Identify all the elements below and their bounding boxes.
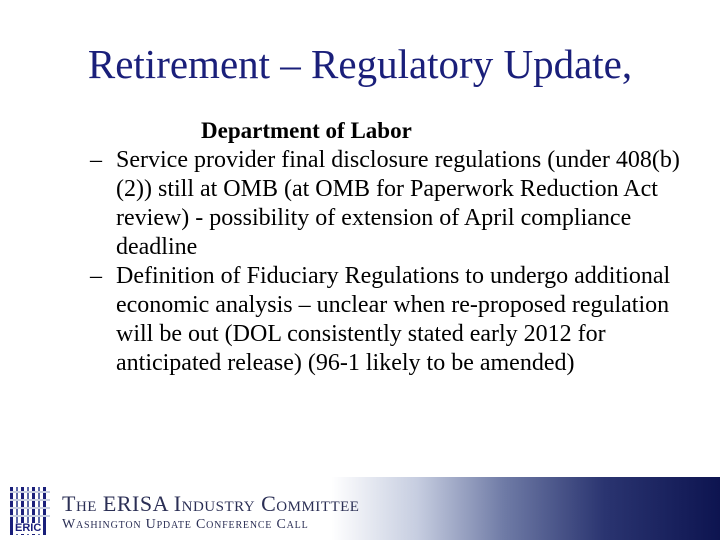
bullet-text: Definition of Fiduciary Regulations to undergo additional economic analysis – unclear when re-proposed regulation will be out (DOL consistently stated early 2012 for anticipated release) (96-1 likely to be amended) [116, 263, 671, 376]
slide-footer [0, 477, 720, 540]
slide-title: Retirement – Regulatory Update, [87, 41, 633, 87]
section-heading: Department of Labor [201, 118, 412, 143]
slide-content [80, 116, 700, 378]
bullet-item [80, 262, 700, 378]
bullet-text: Service provider final disclosure regulations (under 408(b)(2)) still at OMB (at OMB for Paperwork Reduction Act review) - possibility of extension of April compliance deadline [116, 147, 680, 260]
bullet-dash: – [90, 263, 102, 289]
logo-wordmark: ERIC [15, 522, 42, 534]
footer-org-name: The ERISA Industry Committee [62, 491, 360, 516]
bullet-list [80, 146, 700, 378]
footer-conference-name: Washington Update Conference Call [62, 517, 309, 532]
bullet-dash: – [90, 147, 102, 173]
eric-logo [10, 487, 50, 535]
bullet-item [80, 146, 700, 262]
